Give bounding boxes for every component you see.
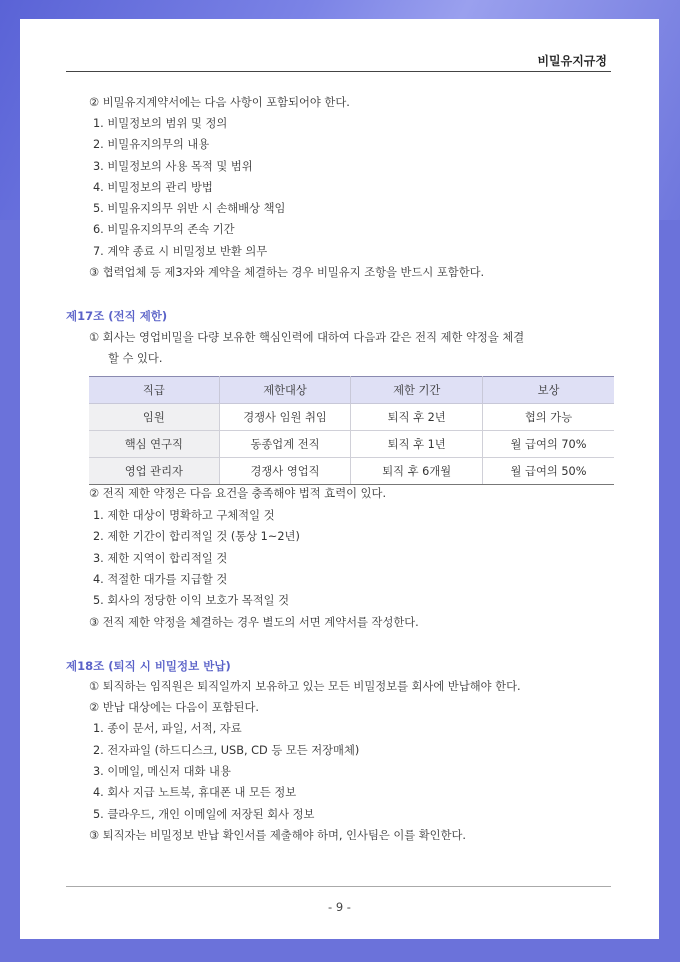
column-header: 직급: [89, 377, 219, 404]
list-item: 6. 비밀유지의무의 존속 기간: [93, 223, 235, 236]
table-cell: 월 급여의 70%: [483, 431, 614, 458]
paragraph: ② 반납 대상에는 다음이 포함된다.: [89, 701, 259, 714]
table-cell: 퇴직 후 1년: [351, 431, 483, 458]
list-item: 5. 비밀유지의무 위반 시 손해배상 책임: [93, 202, 286, 215]
paragraph: ③ 협력업체 등 제3자와 계약을 체결하는 경우 비밀유지 조항을 반드시 포함한다.: [89, 266, 485, 279]
column-header: 제한대상: [219, 377, 351, 404]
table-cell: 영업 관리자: [89, 458, 219, 485]
list-item: 2. 비밀유지의무의 내용: [93, 138, 210, 151]
list-item: 5. 클라우드, 개인 이메일에 저장된 회사 정보: [93, 808, 315, 821]
paragraph: ① 퇴직하는 임직원은 퇴직일까지 보유하고 있는 모든 비밀정보를 회사에 반납해야 한다.: [89, 680, 521, 693]
table-cell: 핵심 연구직: [89, 431, 219, 458]
table-row: [89, 431, 614, 458]
list-item: 2. 전자파일 (하드디스크, USB, CD 등 모든 저장매체): [93, 744, 360, 757]
table-cell: 퇴직 후 6개월: [351, 458, 483, 485]
document-page: [20, 19, 659, 939]
list-item: 3. 이메일, 메신저 대화 내용: [93, 765, 231, 778]
list-item: 1. 제한 대상이 명확하고 구체적일 것: [93, 509, 275, 522]
table-row: [89, 404, 614, 431]
table-cell: 월 급여의 50%: [483, 458, 614, 485]
paragraph: ② 비밀유지계약서에는 다음 사항이 포함되어야 한다.: [89, 96, 350, 109]
paragraph-continued: 할 수 있다.: [108, 352, 163, 365]
header-title: 비밀유지규정: [537, 54, 607, 68]
table-cell: 경쟁사 임원 취임: [219, 404, 351, 431]
list-item: 7. 계약 종료 시 비밀정보 반환 의무: [93, 245, 268, 258]
column-header: 보상: [483, 377, 614, 404]
restriction-table: [89, 376, 614, 485]
header-divider: [66, 71, 611, 72]
list-item: 4. 회사 지급 노트북, 휴대폰 내 모든 정보: [93, 786, 297, 799]
list-item: 1. 종이 문서, 파일, 서적, 자료: [93, 722, 242, 735]
list-item: 5. 회사의 정당한 이익 보호가 목적일 것: [93, 594, 290, 607]
paragraph: ① 회사는 영업비밀을 다량 보유한 핵심인력에 대하여 다음과 같은 전직 제한 약정을 체결: [89, 331, 525, 344]
page-number: - 9 -: [328, 900, 351, 914]
paragraph: ③ 전직 제한 약정을 체결하는 경우 별도의 서면 계약서를 작성한다.: [89, 616, 419, 629]
table-cell: 동종업계 전직: [219, 431, 351, 458]
list-item: 1. 비밀정보의 범위 및 정의: [93, 117, 228, 130]
list-item: 3. 제한 지역이 합리적일 것: [93, 552, 228, 565]
table-cell: 협의 가능: [483, 404, 614, 431]
article-18-title: 제18조 (퇴직 시 비밀정보 반납): [66, 659, 231, 673]
footer-divider: [66, 886, 611, 887]
list-item: 4. 비밀정보의 관리 방법: [93, 181, 213, 194]
table-cell: 경쟁사 영업직: [219, 458, 351, 485]
list-item: 2. 제한 기간이 합리적일 것 (통상 1~2년): [93, 530, 300, 543]
article-17-title: 제17조 (전직 제한): [66, 309, 168, 323]
column-header: 제한 기간: [351, 377, 483, 404]
table-cell: 임원: [89, 404, 219, 431]
paragraph: ② 전직 제한 약정은 다음 요건을 충족해야 법적 효력이 있다.: [89, 487, 387, 500]
table-row: [89, 458, 614, 485]
paragraph: ③ 퇴직자는 비밀정보 반납 확인서를 제출해야 하며, 인사팀은 이를 확인한다.: [89, 829, 467, 842]
table-cell: 퇴직 후 2년: [351, 404, 483, 431]
list-item: 3. 비밀정보의 사용 목적 및 범위: [93, 160, 253, 173]
list-item: 4. 적절한 대가를 지급할 것: [93, 573, 228, 586]
table-header-row: [89, 377, 614, 404]
